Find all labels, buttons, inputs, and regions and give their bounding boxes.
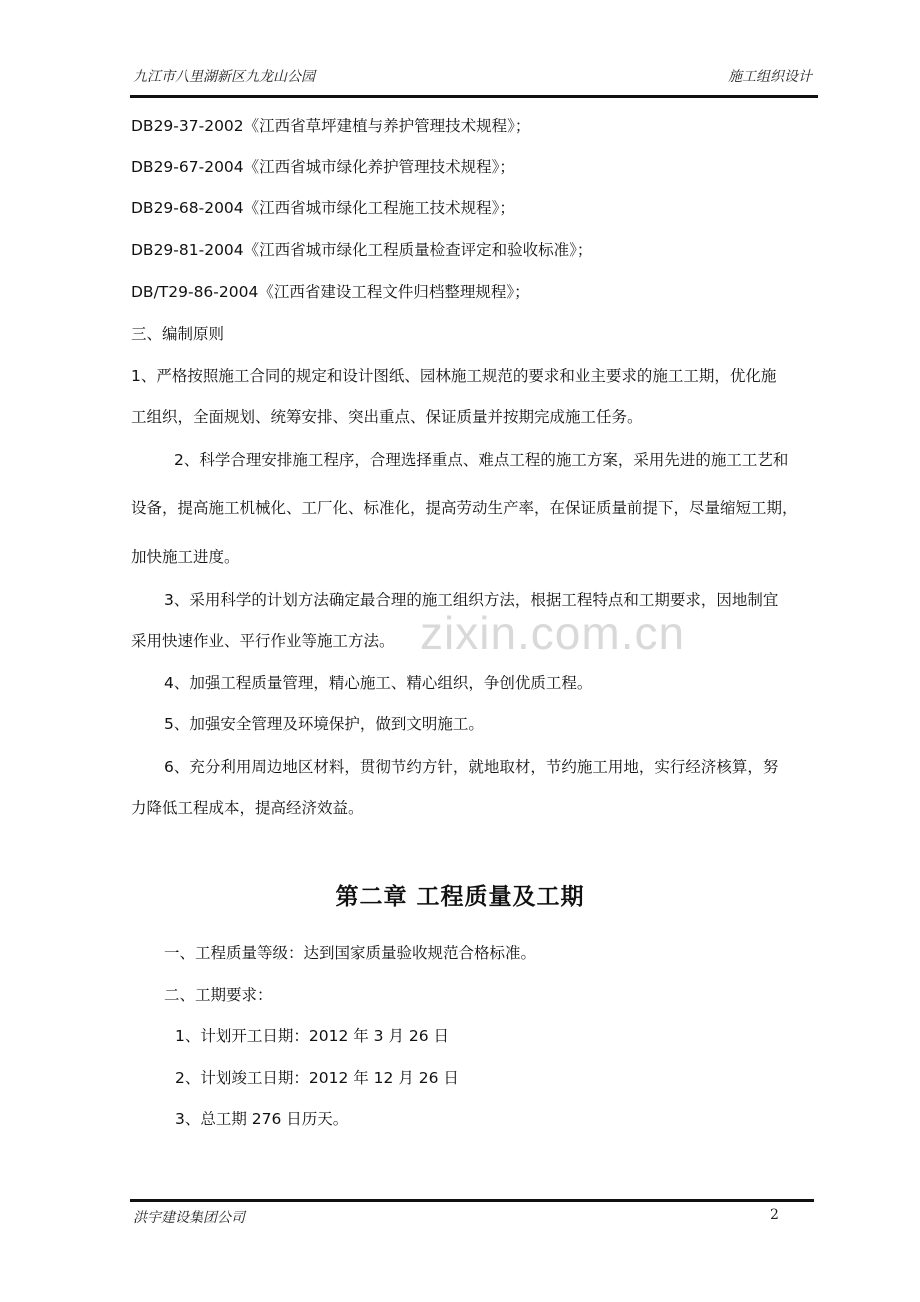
principle-3-line-2: 采用快速作业、平行作业等施工方法。 xyxy=(131,632,395,650)
principle-1-line-2: 工组织，全面规划、统筹安排、突出重点、保证质量并按期完成施工任务。 xyxy=(131,408,643,426)
principle-6-line-1: 6、充分利用周边地区材料，贯彻节约方针，就地取材，节约施工用地，实行经济核算，努 xyxy=(164,758,779,776)
standard-item: DB/T29-86-2004《江西省建设工程文件归档整理规程》； xyxy=(131,283,530,301)
standard-item: DB29-81-2004《江西省城市绿化工程质量检查评定和验收标准》； xyxy=(131,241,593,259)
header-rule xyxy=(130,95,818,98)
footer-company: 洪宇建设集团公司 xyxy=(133,1210,245,1226)
principle-2-line-1: 2、科学合理安排施工程序，合理选择重点、难点工程的施工方案，采用先进的施工工艺和 xyxy=(174,451,789,469)
standard-item: DB29-68-2004《江西省城市绿化工程施工技术规程》； xyxy=(131,199,515,217)
principle-2-line-2: 设备，提高施工机械化、工厂化、标准化，提高劳动生产率，在保证质量前提下，尽量缩短工期， xyxy=(131,499,798,517)
principle-4: 4、加强工程质量管理，精心施工、精心组织，争创优质工程。 xyxy=(164,674,593,692)
page-number: 2 xyxy=(770,1207,779,1223)
header-project-name: 九江市八里湖新区九龙山公园 xyxy=(133,69,315,85)
principle-6-line-2: 力降低工程成本，提高经济效益。 xyxy=(131,799,364,817)
standard-item: DB29-67-2004《江西省城市绿化养护管理技术规程》； xyxy=(131,158,515,176)
planned-completion-date: 2、计划竣工日期：2012 年 12 月 26 日 xyxy=(175,1069,459,1087)
header-document-type: 施工组织设计 xyxy=(728,69,812,85)
standard-item: DB29-37-2002《江西省草坪建植与养护管理技术规程》； xyxy=(131,117,531,135)
principle-2-line-3: 加快施工进度。 xyxy=(131,548,240,566)
total-duration: 3、总工期 276 日历天。 xyxy=(175,1110,349,1128)
chapter-title: 第二章 工程质量及工期 xyxy=(335,884,585,910)
planned-start-date: 1、计划开工日期：2012 年 3 月 26 日 xyxy=(175,1027,450,1045)
section-heading: 三、编制原则 xyxy=(131,325,225,343)
watermark: zixin.com.cn xyxy=(420,607,686,659)
schedule-heading: 二、工期要求： xyxy=(164,986,273,1004)
quality-grade: 一、工程质量等级：达到国家质量验收规范合格标准。 xyxy=(164,944,537,962)
principle-1-line-1: 1、严格按照施工合同的规定和设计图纸、园林施工规范的要求和业主要求的施工工期，优化施 xyxy=(131,367,777,385)
principle-3-line-1: 3、采用科学的计划方法确定最合理的施工组织方法，根据工程特点和工期要求，因地制宜 xyxy=(164,591,779,609)
principle-5: 5、加强安全管理及环境保护，做到文明施工。 xyxy=(164,715,484,733)
footer-rule xyxy=(130,1199,814,1202)
